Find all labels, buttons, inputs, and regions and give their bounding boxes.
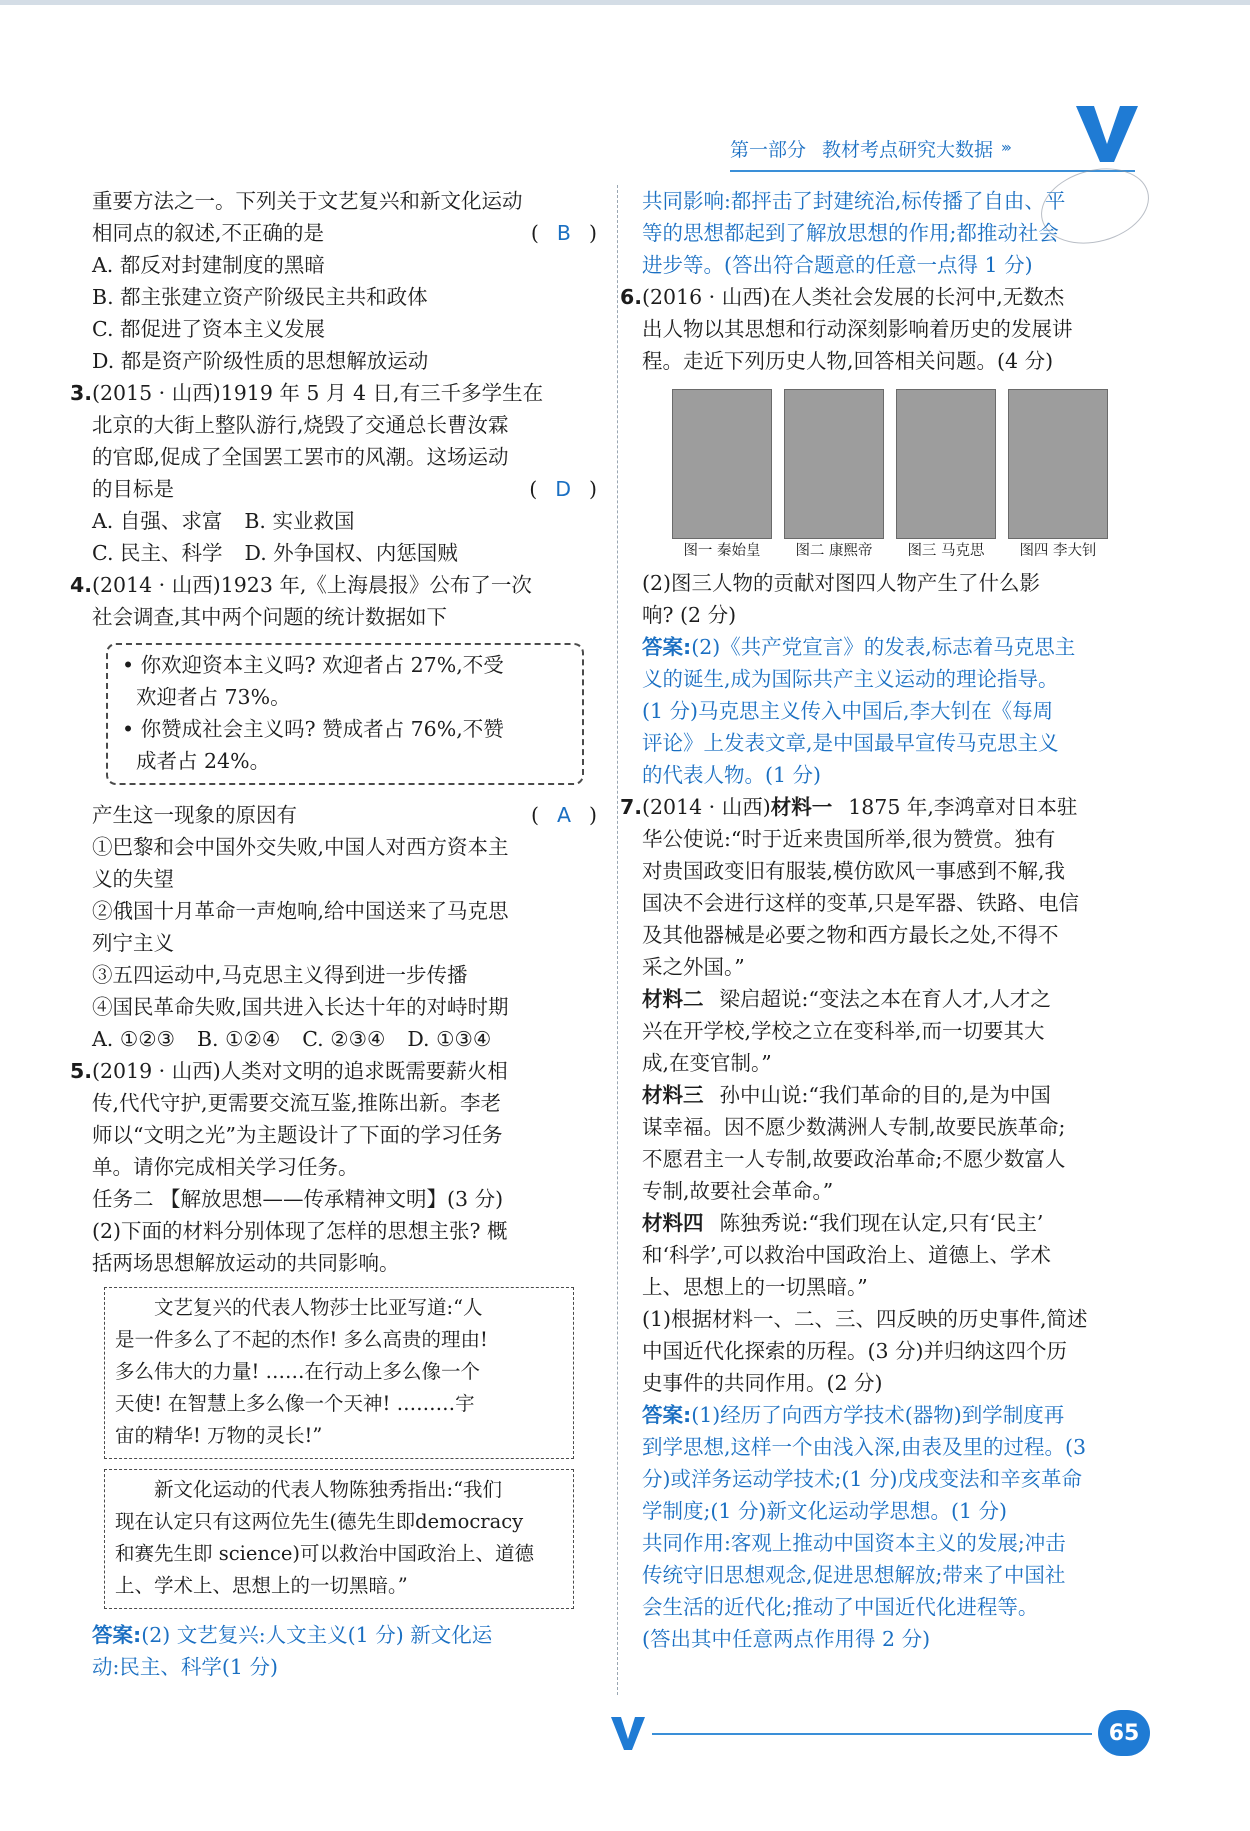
new-culture-quote-box xyxy=(104,1469,574,1609)
q4-item: 义的失望 xyxy=(92,867,174,891)
q6-sub: 响? (2 分) xyxy=(642,603,737,627)
q7-answer-line: 会生活的近代化;推动了中国近代化进程等。 xyxy=(642,1595,1039,1619)
quote-line: 新文化运动的代表人物陈独秀指出:“我们 xyxy=(154,1478,503,1501)
portrait-lidazhao xyxy=(1008,389,1108,563)
q6-number: 6. xyxy=(620,285,643,309)
m2-line: 成,在变官制。” xyxy=(642,1051,772,1075)
q2-stem xyxy=(92,217,597,249)
q7-number: 7. xyxy=(620,795,643,819)
q3-option: D. 外争国权、内惩国贼 xyxy=(244,541,458,565)
m3-line: 谋幸福。因不愿少数满洲人专制,故要民族革命; xyxy=(642,1115,1066,1139)
q3-answer-box: ( D ) xyxy=(529,477,597,501)
footer-rule xyxy=(652,1733,1092,1735)
q3-line: 3.(2015 · 山西)1919 年 5 月 4 日,有三千多学生在 xyxy=(92,377,597,409)
portrait-image xyxy=(784,389,884,539)
q4-option: C. ②③④ xyxy=(302,1027,386,1051)
q3-line: 的目标是 xyxy=(92,477,174,501)
q6-answer-line: 的代表人物。(1 分) xyxy=(642,763,822,787)
m4-line: 和‘科学’,可以救治中国政治上、道德上、学术 xyxy=(642,1243,1052,1267)
quote-line: 天使! 在智慧上多么像一个天神! ………宇 xyxy=(115,1392,475,1415)
q2-option: C. 都促进了资本主义发展 xyxy=(92,317,325,341)
header-rule xyxy=(730,170,1135,172)
q3-options-row xyxy=(92,537,597,569)
q5-task: 任务二 【解放思想——传承精神文明】(3 分) xyxy=(92,1187,504,1211)
m1-line: 及其他器械是必要之物和西方最长之处,不得不 xyxy=(642,923,1059,947)
q5-answer-line: 动:民主、科学(1 分) xyxy=(92,1655,278,1679)
q7-answer-line: 共同作用:客观上推动中国资本主义的发展;冲击 xyxy=(642,1531,1066,1555)
portrait-caption: 图四 李大钊 xyxy=(1019,543,1097,559)
q7-answer-line: 分)或洋务运动学技术;(1 分)戊戌变法和辛亥革命 xyxy=(642,1467,1082,1491)
q6-answer-line: 义的诞生,成为国际共产主义运动的理论指导。 xyxy=(642,667,1059,691)
q7-answer-line: 到学思想,这样一个由浅入深,由表及里的过程。(3 xyxy=(642,1435,1087,1459)
right-column xyxy=(620,185,1142,1655)
m2-line: 兴在开学校,学校之立在变科举,而一切要其大 xyxy=(642,1019,1045,1043)
quote-line: 现在认定只有这两位先生(德先生即democracy xyxy=(115,1510,524,1533)
material-label: 材料三 xyxy=(642,1083,704,1107)
portrait-image xyxy=(1008,389,1108,539)
quote-line: 宙的精华! 万物的灵长!” xyxy=(115,1424,323,1447)
q7-sub: (1)根据材料一、二、三、四反映的历史事件,简述 xyxy=(642,1307,1088,1331)
q2-option: A. 都反对封建制度的黑暗 xyxy=(92,253,325,277)
portrait-caption: 图一 秦始皇 xyxy=(683,543,761,559)
q6-sub: (2)图三人物的贡献对图四人物产生了什么影 xyxy=(642,571,1041,595)
q7-answer-line: 传统守旧思想观念,促进思想解放;带来了中国社 xyxy=(642,1563,1066,1587)
q4-item: ④国民革命失败,国共进入长达十年的对峙时期 xyxy=(92,995,509,1019)
q3-answer: D xyxy=(555,477,571,501)
portrait-marx xyxy=(896,389,996,563)
answer-label: 答案: xyxy=(92,1623,142,1647)
q4-answer-box: ( A ) xyxy=(530,803,597,827)
quote-line: 上、学术上、思想上的一切黑暗。” xyxy=(115,1574,408,1597)
survey-line: • 你赞成社会主义吗? 赞成者占 76%,不赞 xyxy=(122,717,504,741)
q5-line: 师以“文明之光”为主题设计了下面的学习任务 xyxy=(92,1123,503,1147)
column-separator xyxy=(617,185,618,1695)
q6-answer: 答案:(2)《共产党宣言》的发表,标志着马克思主 xyxy=(642,635,1076,659)
q6-line: 6.(2016 · 山西)在人类社会发展的长河中,无数杰 xyxy=(642,281,1142,313)
q4-line: 4.(2014 · 山西)1923 年,《上海晨报》公布了一次 xyxy=(92,569,597,601)
survey-line: 欢迎者占 73%。 xyxy=(136,685,291,709)
q5-line: 括两场思想解放运动的共同影响。 xyxy=(92,1251,400,1275)
q3-stem xyxy=(92,473,597,505)
q4-option: D. ①③④ xyxy=(407,1027,492,1051)
header-section: 第一部分 xyxy=(730,138,807,161)
q6-line: 出人物以其思想和行动深刻影响着历史的发展讲 xyxy=(642,317,1073,341)
q3-option: B. 实业救国 xyxy=(244,509,355,533)
q5-line: 5.(2019 · 山西)人类对文明的追求既需要薪火相 xyxy=(92,1055,597,1087)
q5-number: 5. xyxy=(70,1059,93,1083)
renaissance-quote-box xyxy=(104,1287,574,1459)
quote-line: 多么伟大的力量! ……在行动上多么像一个 xyxy=(115,1360,481,1383)
m2-line: 材料二 梁启超说:“变法之本在育人才,人才之 xyxy=(642,987,1051,1011)
q2-line: 重要方法之一。下列关于文艺复兴和新文化运动 xyxy=(92,189,523,213)
q4-option: B. ①②④ xyxy=(196,1027,281,1051)
m1-line: 对贵国政变旧有服装,模仿欧风一事感到不解,我 xyxy=(642,859,1066,883)
q5-line: (2)下面的材料分别体现了怎样的思想主张? 概 xyxy=(92,1219,508,1243)
header-arrows: ››› xyxy=(1001,140,1009,156)
header-title: 教材考点研究大数据 xyxy=(822,138,994,161)
q6-answer-line: 评论》上发表文章,是中国最早宣传马克思主义 xyxy=(642,731,1059,755)
q3-option: C. 民主、科学 xyxy=(92,541,223,565)
quote-line: 文艺复兴的代表人物莎士比亚写道:“人 xyxy=(154,1296,483,1319)
portrait-row xyxy=(672,389,1142,563)
q6-line: 程。走近下列历史人物,回答相关问题。(4 分) xyxy=(642,349,1054,373)
q3-line: 北京的大街上整队游行,烧毁了交通总长曹汝霖 xyxy=(92,413,509,437)
material-label: 材料四 xyxy=(642,1211,704,1235)
q2-line: 相同点的叙述,不正确的是 xyxy=(92,221,325,245)
q4-option: A. ①②③ xyxy=(92,1027,175,1051)
top-strip xyxy=(0,0,1250,5)
q2-answer: B xyxy=(556,221,571,245)
q4-item: ①巴黎和会中国外交失败,中国人对西方资本主 xyxy=(92,835,509,859)
q5-line: 传,代代守护,更需要交流互鉴,推陈出新。李老 xyxy=(92,1091,502,1115)
portrait-kangxi xyxy=(784,389,884,563)
quote-line: 和赛先生即 science)可以救治中国政治上、道德 xyxy=(115,1542,535,1565)
portrait-caption: 图二 康熙帝 xyxy=(795,543,873,559)
q2-option: B. 都主张建立资产阶级民主共和政体 xyxy=(92,285,428,309)
q7-answer-line: (答出其中任意两点作用得 2 分) xyxy=(642,1627,931,1651)
answer-label: 答案: xyxy=(642,1403,692,1427)
m4-line: 材料四 陈独秀说:“我们现在认定,只有‘民主’ xyxy=(642,1211,1044,1235)
quote-line: 是一件多么了不起的杰作! 多么高贵的理由! xyxy=(115,1328,488,1351)
q5-line: 单。请你完成相关学习任务。 xyxy=(92,1155,359,1179)
q3-line: 的官邸,促成了全国罢工罢市的风潮。这场运动 xyxy=(92,445,509,469)
q6-answer-line: (1 分)马克思主义传入中国后,李大钊在《每周 xyxy=(642,699,1054,723)
q7-answer: 答案:(1)经历了向西方学技术(器物)到学制度再 xyxy=(642,1403,1065,1427)
m3-line: 不愿君主一人专制,故要政治革命;不愿少数富人 xyxy=(642,1147,1066,1171)
q3-option: A. 自强、求富 xyxy=(92,509,223,533)
q3-number: 3. xyxy=(70,381,93,405)
q7-sub: 中国近代化探索的历程。(3 分)并归纳这四个历 xyxy=(642,1339,1068,1363)
left-column xyxy=(70,185,597,1683)
m4-line: 上、思想上的一切黑暗。” xyxy=(642,1275,868,1299)
q5-answer: 答案:(2) 文艺复兴:人文主义(1 分) 新文化运 xyxy=(92,1623,493,1647)
m1-line: 华公使说:“时于近来贵国所举,很为赞赏。独有 xyxy=(642,827,1056,851)
portrait-image xyxy=(672,389,772,539)
q2-option: D. 都是资产阶级性质的思想解放运动 xyxy=(92,349,429,373)
q4-stem xyxy=(92,799,597,831)
portrait-qinshihuang xyxy=(672,389,772,563)
survey-line: • 你欢迎资本主义吗? 欢迎者占 27%,不受 xyxy=(122,653,504,677)
m1-line: 采之外国。” xyxy=(642,955,745,979)
q3-options-row xyxy=(92,505,597,537)
material-label: 材料二 xyxy=(642,987,704,1011)
m1-line: 国决不会进行这样的变革,只是军器、铁路、电信 xyxy=(642,891,1080,915)
m3-line: 材料三 孙中山说:“我们革命的目的,是为中国 xyxy=(642,1083,1051,1107)
portrait-caption: 图三 马克思 xyxy=(907,543,985,559)
q4-stem-text: 产生这一现象的原因有 xyxy=(92,803,297,827)
portrait-image xyxy=(896,389,996,539)
q4-line: 社会调查,其中两个问题的统计数据如下 xyxy=(92,605,448,629)
q4-item: ③五四运动中,马克思主义得到进一步传播 xyxy=(92,963,468,987)
q5-answer-cont: 等的思想都起到了解放思想的作用;都推动社会 xyxy=(642,221,1059,245)
q5-answer-cont: 共同影响:都抨击了封建统治,标传播了自由、平 xyxy=(642,189,1066,213)
q4-item: 列宁主义 xyxy=(92,931,174,955)
survey-line: 成者占 24%。 xyxy=(136,749,271,773)
q4-options-row xyxy=(92,1023,597,1055)
m3-line: 专制,故要社会革命。” xyxy=(642,1179,834,1203)
q4-item: ②俄国十月革命一声炮响,给中国送来了马克思 xyxy=(92,899,509,923)
survey-box xyxy=(106,643,584,785)
footer-v-icon xyxy=(608,1713,648,1753)
answer-label: 答案: xyxy=(642,635,692,659)
q5-answer-cont: 进步等。(答出符合题意的任意一点得 1 分) xyxy=(642,253,1033,277)
q7-answer-line: 学制度;(1 分)新文化运动学思想。(1 分) xyxy=(642,1499,1008,1523)
q4-answer: A xyxy=(556,803,571,827)
material-label: 材料一 xyxy=(770,795,833,819)
q7-line: 7.(2014 · 山西)材料一 1875 年,李鸿章对日本驻 xyxy=(642,791,1142,823)
q4-number: 4. xyxy=(70,573,93,597)
page-number-badge: 65 xyxy=(1098,1710,1150,1756)
q7-sub: 史事件的共同作用。(2 分) xyxy=(642,1371,883,1395)
v-logo-icon xyxy=(1072,102,1142,166)
q2-answer-box: ( B ) xyxy=(530,221,597,245)
